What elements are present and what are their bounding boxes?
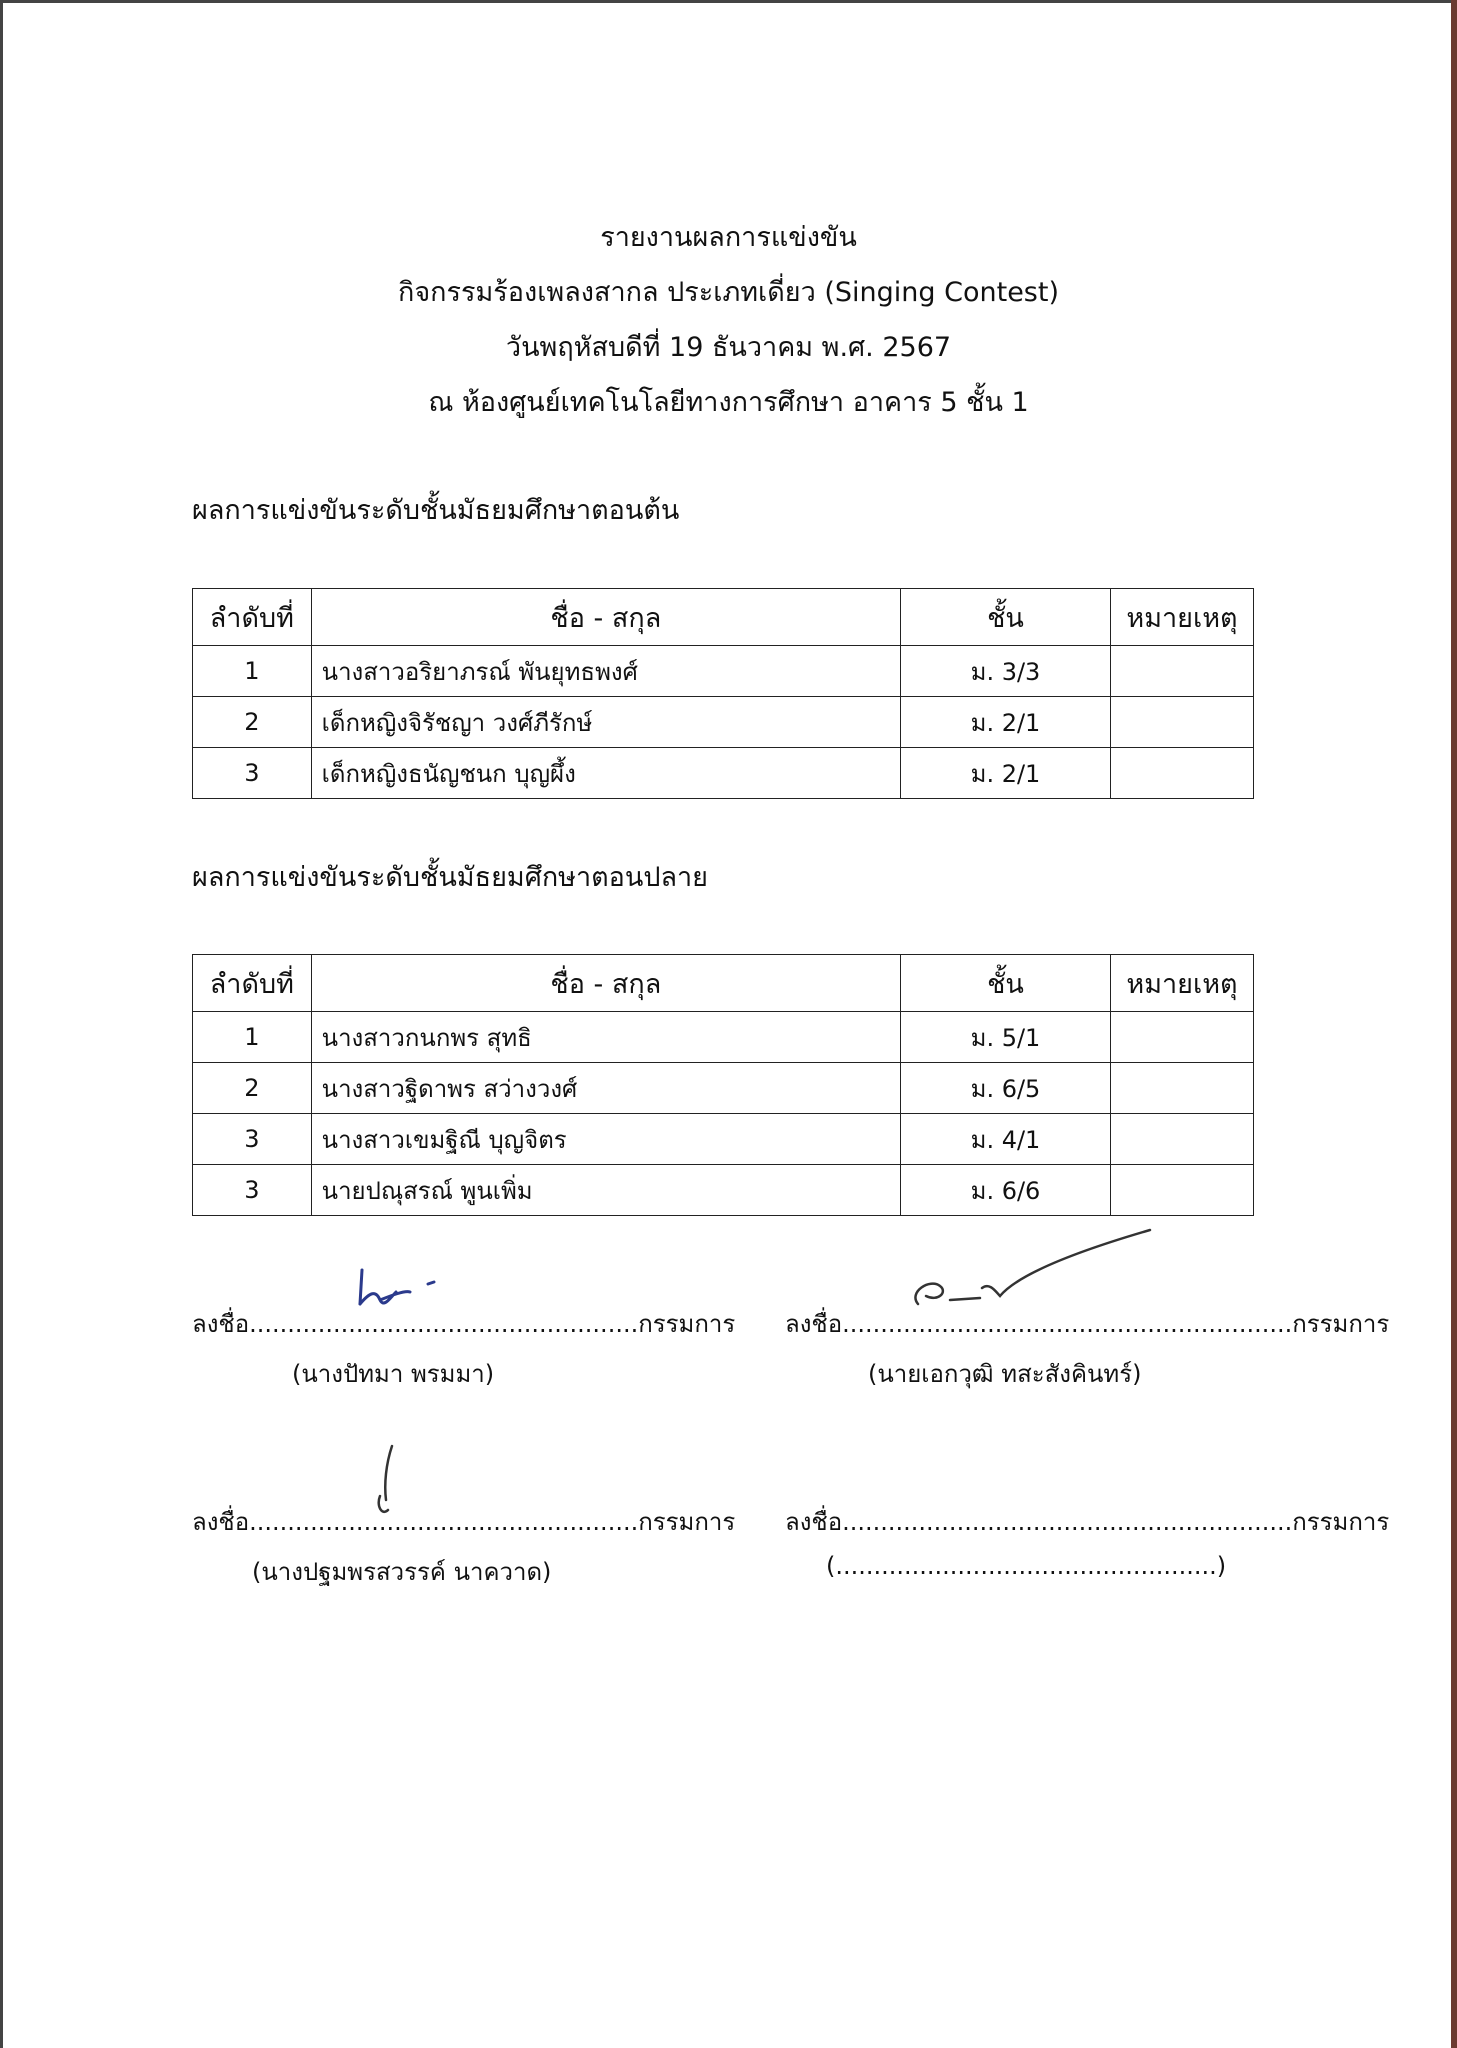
signature-line-1: ลงชื่อ...................................................กรรมการ — [192, 1310, 736, 1338]
signature-line-3: ลงชื่อ...................................................กรรมการ — [192, 1508, 736, 1536]
row-note — [1110, 1114, 1253, 1165]
results-table-lower-secondary — [192, 588, 1254, 799]
row-name: นางสาวฐิดาพร สว่างวงศ์ — [311, 1063, 900, 1114]
row-note — [1110, 1063, 1253, 1114]
table-row — [193, 1165, 1254, 1216]
row-name: นางสาวกนกพร สุทธิ — [311, 1012, 900, 1063]
row-class: ม. 4/1 — [901, 1114, 1111, 1165]
report-title: รายงานผลการแข่งขัน — [600, 222, 857, 253]
signature-name-2: (นายเอกวุฒิ ทสะสังคินทร์) — [868, 1360, 1142, 1388]
table-header-row — [193, 955, 1254, 1012]
event-date: วันพฤหัสบดีที่ 19 ธันวาคม พ.ศ. 2567 — [505, 332, 952, 363]
row-class: ม. 5/1 — [901, 1012, 1111, 1063]
column-header-class: ชั้น — [901, 589, 1111, 646]
row-note — [1110, 697, 1253, 748]
signature-name-1: (นางปัทมา พรมมา) — [292, 1360, 495, 1388]
column-header-note: หมายเหตุ — [1110, 955, 1253, 1012]
section-heading-upper-secondary: ผลการแข่งขันระดับชั้นมัธยมศึกษาตอนปลาย — [192, 862, 709, 893]
table-row — [193, 1063, 1254, 1114]
row-note — [1110, 1012, 1253, 1063]
row-rank: 3 — [193, 748, 312, 799]
row-name: นางสาวเขมฐิณี บุญจิตร — [311, 1114, 900, 1165]
row-class: ม. 3/3 — [901, 646, 1111, 697]
report-title-block — [0, 210, 1457, 430]
row-class: ม. 6/5 — [901, 1063, 1111, 1114]
signature-line-2: ลงชื่อ...........................................................กรรมการ — [785, 1310, 1390, 1338]
row-name: เด็กหญิงจิรัชญา วงศ์ภีรักษ์ — [311, 697, 900, 748]
row-rank: 3 — [193, 1165, 312, 1216]
event-venue: ณ ห้องศูนย์เทคโนโลยีทางการศึกษา อาคาร 5 ชั้น 1 — [428, 387, 1029, 418]
row-name: นางสาวอริยาภรณ์ พันยุทธพงศ์ — [311, 646, 900, 697]
column-header-name: ชื่อ - สกุล — [311, 589, 900, 646]
row-note — [1110, 1165, 1253, 1216]
column-header-no: ลำดับที่ — [193, 955, 312, 1012]
table-row — [193, 646, 1254, 697]
row-rank: 1 — [193, 646, 312, 697]
row-name: เด็กหญิงธนัญชนก บุญผึ้ง — [311, 748, 900, 799]
signature-name-4-blank: (..................................................) — [826, 1552, 1227, 1580]
activity-title: กิจกรรมร้องเพลงสากล ประเภทเดี่ยว (Singing Contest) — [397, 277, 1059, 308]
row-class: ม. 2/1 — [901, 748, 1111, 799]
column-header-no: ลำดับที่ — [193, 589, 312, 646]
table-row — [193, 697, 1254, 748]
signature-line-4: ลงชื่อ...........................................................กรรมการ — [785, 1508, 1390, 1536]
row-class: ม. 2/1 — [901, 697, 1111, 748]
row-rank: 3 — [193, 1114, 312, 1165]
table-row — [193, 1012, 1254, 1063]
table-row — [193, 748, 1254, 799]
row-rank: 1 — [193, 1012, 312, 1063]
column-header-class: ชั้น — [901, 955, 1111, 1012]
table-row — [193, 1114, 1254, 1165]
column-header-name: ชื่อ - สกุล — [311, 955, 900, 1012]
results-table-upper-secondary — [192, 954, 1254, 1216]
row-class: ม. 6/6 — [901, 1165, 1111, 1216]
row-note — [1110, 748, 1253, 799]
row-note — [1110, 646, 1253, 697]
table-header-row — [193, 589, 1254, 646]
page-edge-top — [0, 0, 1457, 3]
section-heading-lower-secondary: ผลการแข่งขันระดับชั้นมัธยมศึกษาตอนต้น — [192, 495, 680, 526]
row-rank: 2 — [193, 1063, 312, 1114]
row-name: นายปณุสรณ์ พูนเพิ่ม — [311, 1165, 900, 1216]
row-rank: 2 — [193, 697, 312, 748]
column-header-note: หมายเหตุ — [1110, 589, 1253, 646]
signature-name-3: (นางปฐมพรสวรรค์ นาควาด) — [252, 1558, 552, 1586]
